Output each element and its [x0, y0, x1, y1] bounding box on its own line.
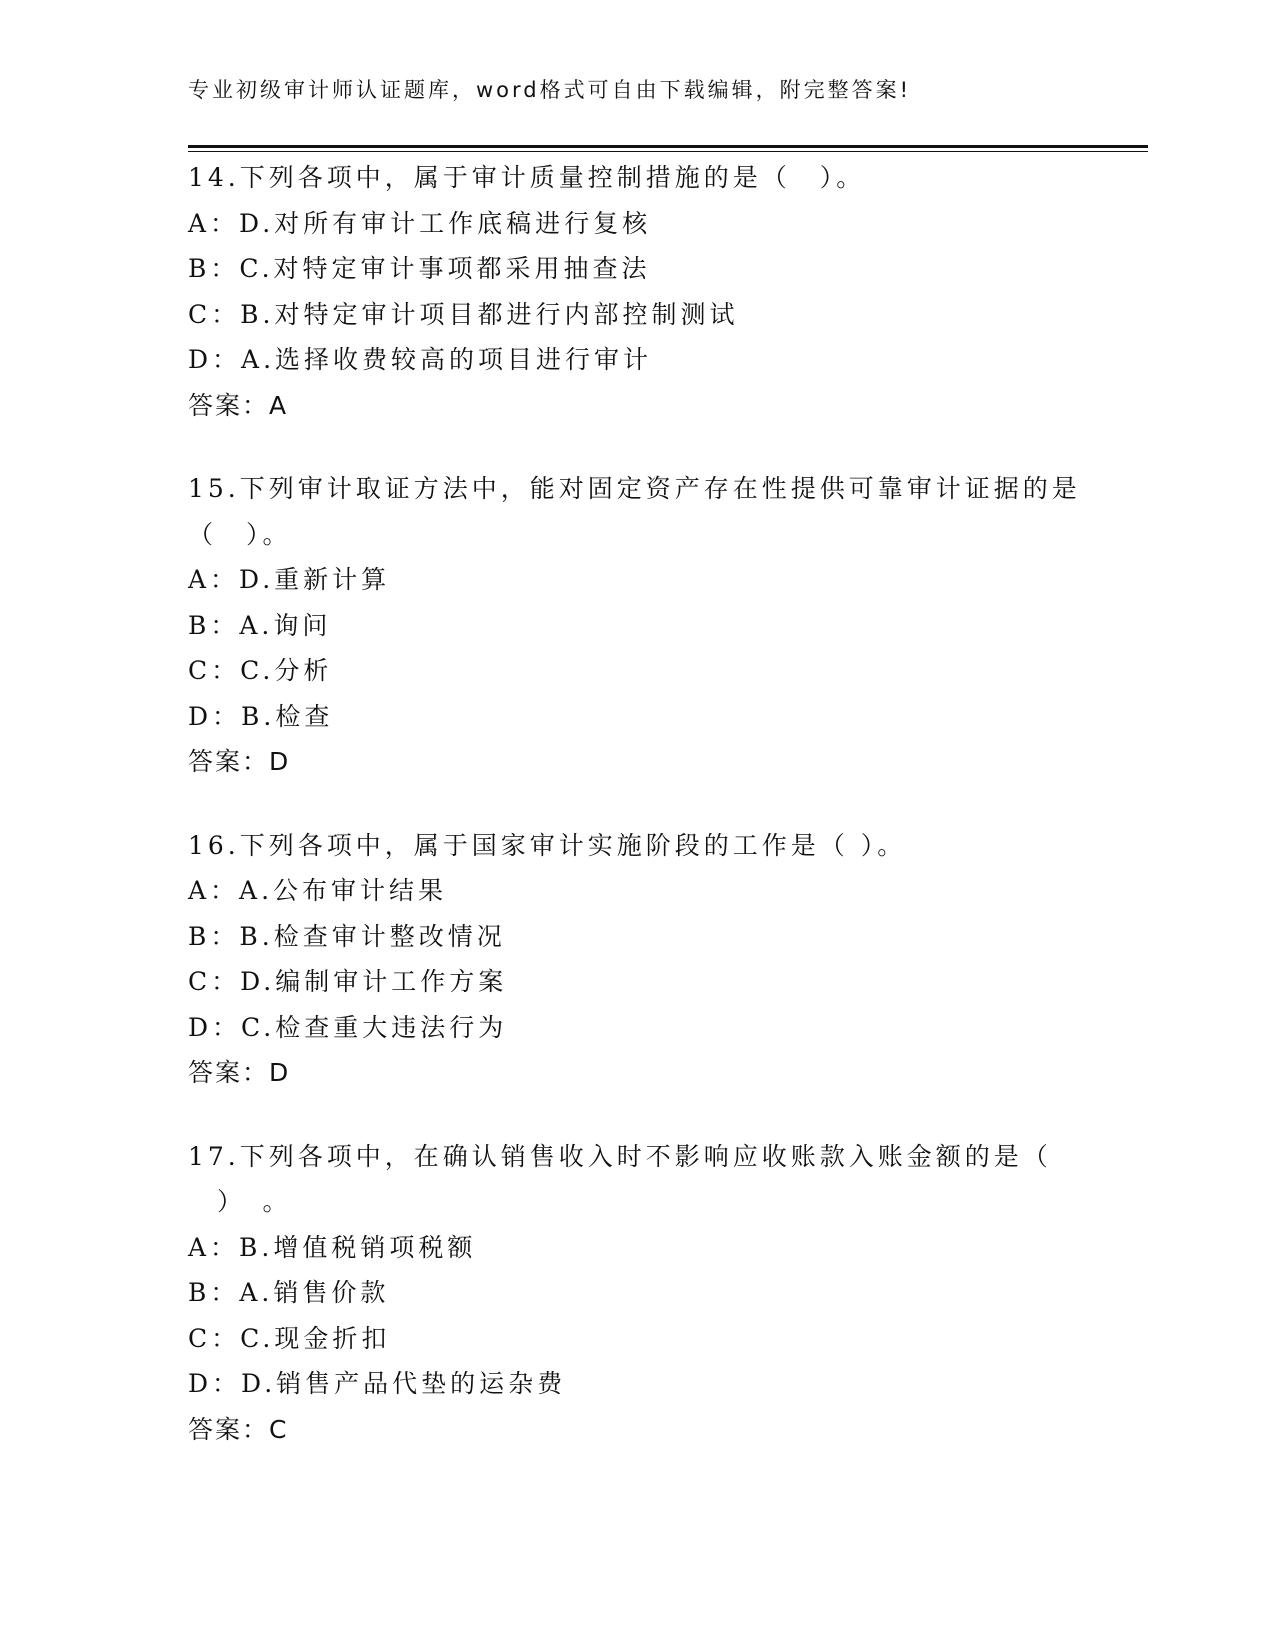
option-d: D：A.选择收费较高的项目进行审计 — [188, 345, 653, 374]
option-b: B：A.询问 — [188, 610, 332, 640]
answer: 答案：D — [188, 747, 291, 776]
question-15 — [188, 466, 1148, 785]
option-d: D：C.检查重大违法行为 — [188, 1012, 508, 1042]
page-header: 专业初级审计师认证题库，word格式可自由下载编辑，附完整答案! — [188, 78, 912, 102]
option-a: A：A.公布审计结果 — [188, 876, 448, 905]
question-16 — [188, 823, 1148, 1096]
option-c: C：C.现金折扣 — [188, 1323, 391, 1353]
question-stem: 15.下列审计取证方法中，能对固定资产存在性提供可靠审计证据的是 — [188, 474, 1081, 503]
option-a: A：D.重新计算 — [188, 565, 391, 594]
question-17 — [188, 1134, 1148, 1453]
option-a: A：B.增值税销项税额 — [188, 1232, 477, 1262]
question-stem: 14.下列各项中，属于审计质量控制措施的是（ ）。 — [188, 163, 866, 192]
option-a: A：D.对所有审计工作底稿进行复核 — [188, 208, 652, 238]
option-d: D：B.检查 — [188, 701, 334, 731]
option-b: B：C.对特定审计事项都采用抽查法 — [188, 254, 651, 283]
question-14 — [188, 155, 1148, 428]
option-b: B：A.销售价款 — [188, 1278, 390, 1307]
answer: 答案：D — [188, 1058, 291, 1087]
option-c: C：D.编制审计工作方案 — [188, 967, 508, 996]
question-stem: 16.下列各项中，属于国家审计实施阶段的工作是（ ）。 — [188, 830, 907, 860]
question-stem: 17.下列各项中，在确认销售收入时不影响应收账款入账金额的是（ — [188, 1141, 1052, 1171]
question-stem-continued: ） 。 — [188, 1187, 292, 1216]
option-c: C：B.对特定审计项目都进行内部控制测试 — [188, 299, 739, 329]
header-rule-thin — [188, 151, 1148, 152]
header-rule-thick — [188, 145, 1148, 148]
option-d: D：D.销售产品代垫的运杂费 — [188, 1369, 567, 1398]
option-c: C：C.分析 — [188, 656, 333, 685]
question-list — [188, 155, 1148, 1490]
answer: 答案：A — [188, 390, 289, 420]
question-stem-continued: （ ）。 — [188, 519, 292, 549]
answer: 答案：C — [188, 1414, 289, 1444]
option-b: B：B.检查审计整改情况 — [188, 921, 506, 951]
